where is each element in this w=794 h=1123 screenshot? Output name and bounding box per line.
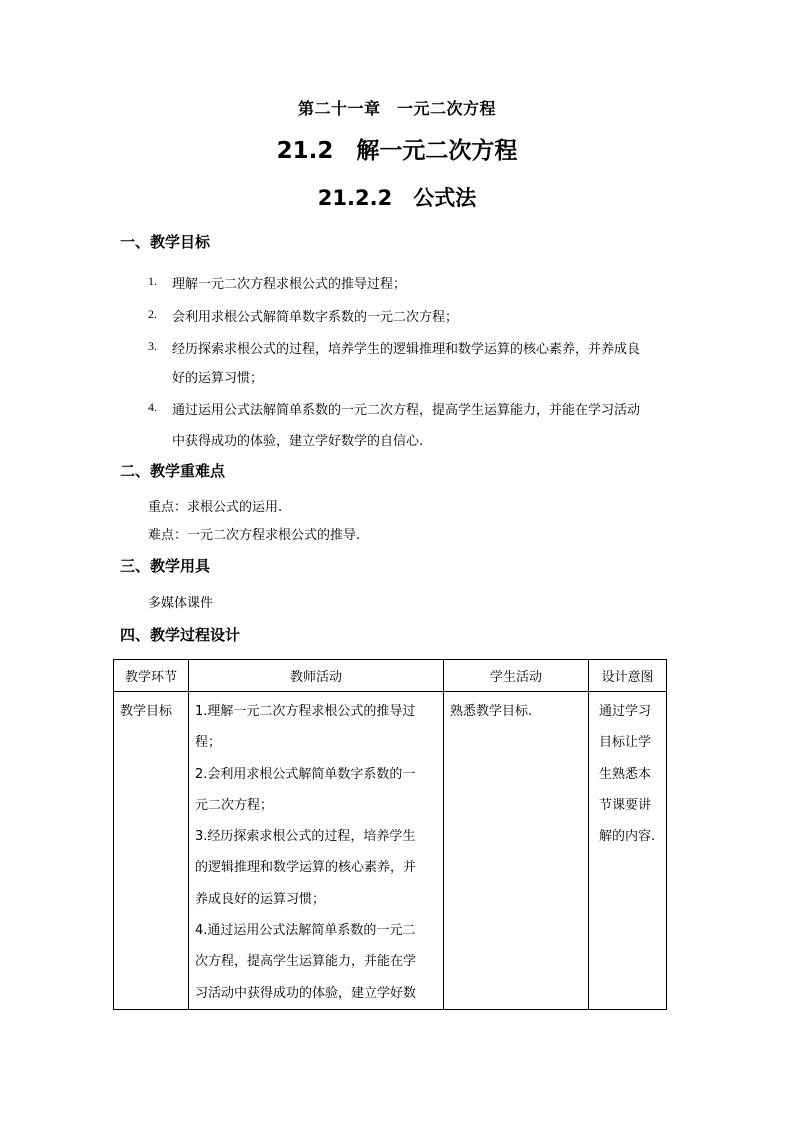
table-row: [114, 692, 667, 1010]
goal-4-line-2: 中获得成功的体验，建立学好数学的自信心.: [172, 434, 424, 449]
tools-content: 多媒体课件: [148, 596, 214, 611]
goal-1-line-1: 理解一元二次方程求根公式的推导过程；: [172, 277, 407, 292]
intent-cell: [589, 692, 667, 1010]
teacher-line: 程；: [195, 735, 222, 751]
process-table: [113, 659, 667, 1010]
goal-3-line-1: 经历探索求根公式的过程，培养学生的逻辑推理和数学运算的核心素养，并养成良: [172, 342, 641, 357]
header-student: 学生活动: [444, 660, 589, 692]
goals-heading: 一、教学目标: [120, 233, 211, 251]
teacher-line: 1.理解一元二次方程求根公式的推导过: [195, 704, 416, 719]
intent-line: 通过学习: [599, 704, 652, 719]
header-intent: 设计意图: [589, 660, 667, 692]
intent-line: 目标让学: [599, 735, 652, 751]
key-points-heading: 二、教学重难点: [120, 462, 226, 480]
tools-heading: 三、教学用具: [120, 557, 211, 575]
teacher-line: 2.会利用求根公式解简单数字系数的一: [195, 766, 416, 782]
stage-cell: [114, 692, 189, 1010]
process-heading: 四、教学过程设计: [120, 626, 241, 644]
goal-2-line-1: 会利用求根公式解简单数字系数的一元二次方程；: [172, 310, 459, 325]
design-intent: [589, 692, 666, 852]
header-stage: 教学环节: [114, 660, 189, 692]
teacher-line: 的逻辑推理和数学运算的核心素养，并: [195, 860, 417, 876]
goal-4-line-1: 通过运用公式法解简单系数的一元二次方程，提高学生运算能力，并能在学习活动: [172, 403, 641, 418]
intent-line: 解的内容.: [599, 829, 656, 845]
table-header-row: [114, 660, 667, 692]
goal-1-number: 1.: [148, 274, 157, 288]
intent-line: 生熟悉本: [599, 766, 652, 782]
teacher-line: 元二次方程；: [195, 797, 274, 813]
intent-line: 节课要讲: [599, 797, 652, 813]
teacher-line: 习活动中获得成功的体验，建立学好数: [195, 985, 417, 1001]
teacher-line: 养成良好的运算习惯；: [195, 891, 326, 907]
difficulty-point: 难点：一元二次方程求根公式的推导.: [148, 528, 361, 543]
goal-3-line-2: 好的运算习惯；: [172, 371, 264, 386]
teacher-line: 4.通过运用公式法解简单系数的一元二: [195, 923, 416, 939]
student-activity: 熟悉教学目标.: [450, 704, 533, 719]
goal-3-number: 3.: [148, 339, 157, 353]
goal-4-number: 4.: [148, 400, 157, 414]
teacher-cell: [189, 692, 444, 1010]
stage-text: 教学目标: [120, 704, 173, 719]
section-title: 21.2 解一元二次方程: [276, 138, 518, 164]
chapter-title: 第二十一章 一元二次方程: [297, 99, 496, 118]
teacher-activity: [189, 692, 443, 1009]
key-point: 重点：求根公式的运用.: [148, 500, 283, 515]
subsection-title: 21.2.2 公式法: [317, 186, 477, 210]
teacher-line: 次方程，提高学生运算能力，并能在学: [195, 954, 417, 970]
teacher-line: 3.经历探索求根公式的过程，培养学生: [195, 829, 416, 845]
goal-2-number: 2.: [148, 307, 157, 321]
student-cell: [444, 692, 589, 1010]
header-teacher: 教师活动: [189, 660, 444, 692]
